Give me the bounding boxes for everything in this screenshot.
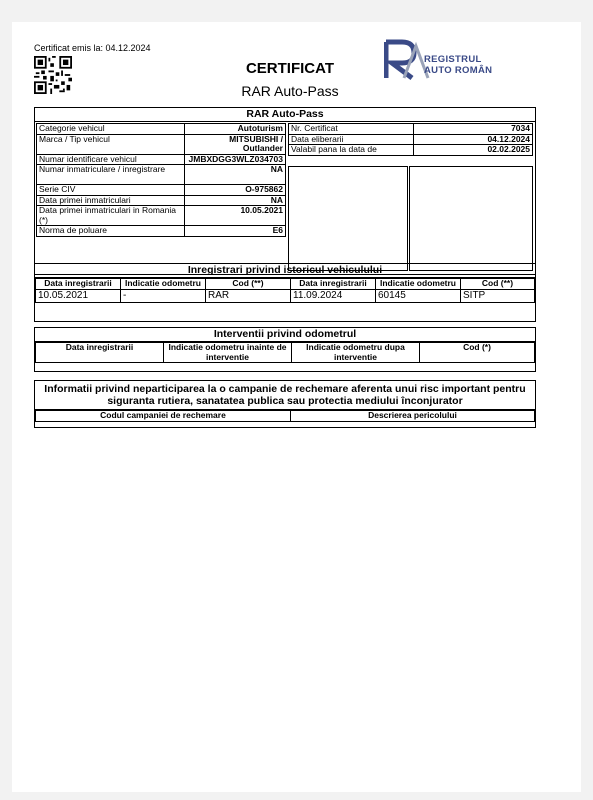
recall-table	[35, 410, 535, 422]
table-row: Data primei inmatriculari NA	[37, 195, 286, 206]
section-title: Interventii privind odometrul	[35, 328, 535, 342]
table-row: 10.05.2021 - RAR 11.09.2024 60145 SITP	[36, 289, 535, 302]
table-row: Nr. Certificat 7034	[289, 124, 533, 135]
table-row: Data eliberarii 04.12.2024	[289, 134, 533, 145]
issued-date: Certificat emis la: 04.12.2024	[34, 43, 151, 53]
table-row: Categorie vehicul Autoturism	[37, 124, 286, 135]
recall-title: Informatii privind neparticiparea la o campanie de rechemare aferenta unui risc important pentru siguranta rutiera, sanatatea publica sau protectia mediului înconjurator	[35, 381, 535, 410]
history-table	[35, 278, 535, 303]
table-header-row: Data inregistrarii Indicatie odometru Cod (**) Data inregistrarii Indicatie odometru Cod (**)	[36, 279, 535, 290]
table-row: Numar inmatriculare / inregistrare NA	[37, 165, 286, 185]
logo-text: REGISTRUL AUTO ROMÂN	[424, 54, 493, 76]
vehicle-section	[34, 107, 536, 275]
page-title: CERTIFICAT	[245, 60, 335, 77]
table-row: Valabil pana la data de 02.02.2025	[289, 145, 533, 156]
table-row: Serie CIV O-975862	[37, 185, 286, 196]
empty-cell	[409, 166, 533, 271]
table-row: Marca / Tip vehicul MITSUBISHI / Outlander	[37, 134, 286, 154]
section-title: Inregistrari privind istoricul vehiculului	[35, 264, 535, 278]
empty-cell	[288, 166, 408, 271]
table-row: Numar identificare vehicul JMBXDGG3WLZ034703	[37, 154, 286, 165]
page-subtitle: RAR Auto-Pass	[241, 83, 339, 99]
table-header-row: Codul campaniei de rechemare Descrierea pericolului	[36, 411, 535, 422]
vehicle-table	[36, 123, 286, 237]
table-row: Norma de poluare E6	[37, 226, 286, 237]
recall-section	[34, 380, 536, 428]
history-section	[34, 263, 536, 322]
qr-code-icon	[34, 56, 72, 94]
odometer-section	[34, 327, 536, 372]
table-header-row: Data inregistrarii Indicatie odometru inainte de interventie Indicatie odometru dupa interventie Cod (*)	[36, 343, 535, 363]
table-row: Data primei inmatriculari in Romania (*) 10.05.2021	[37, 206, 286, 226]
certificate-table	[288, 123, 533, 156]
odometer-table	[35, 342, 535, 363]
section-title: RAR Auto-Pass	[35, 108, 535, 122]
